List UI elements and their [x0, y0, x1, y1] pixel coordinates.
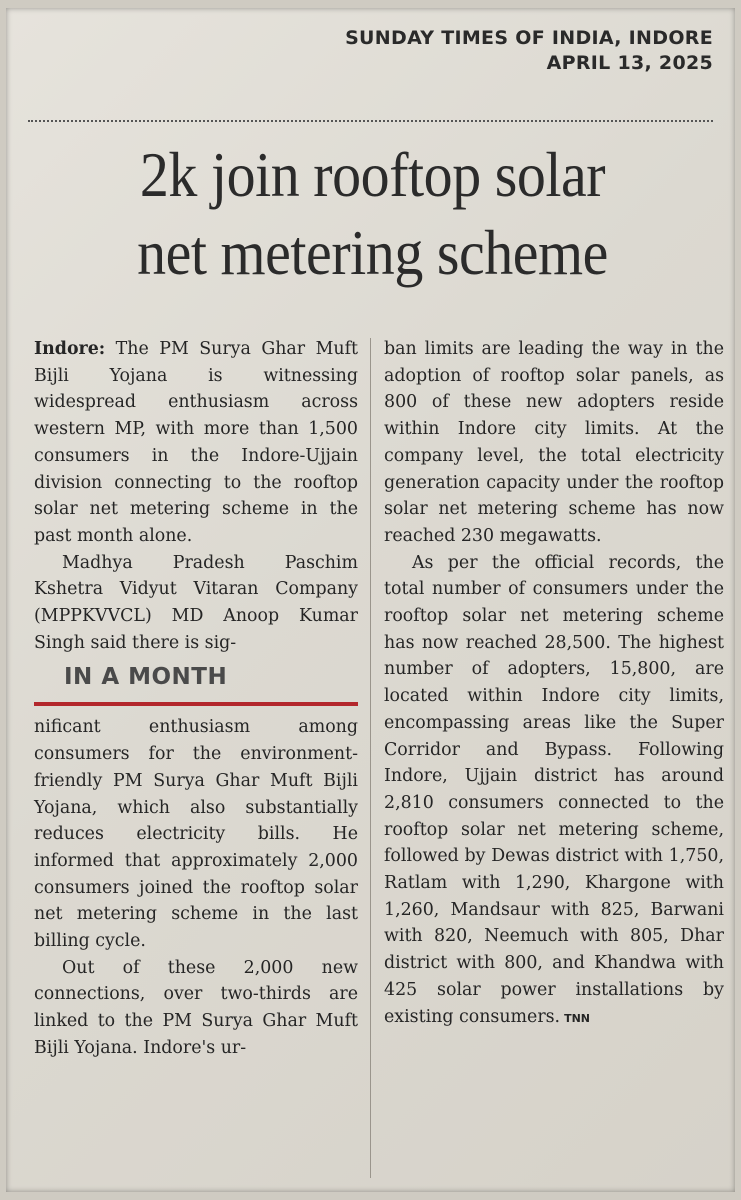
paragraph-6 — [384, 550, 724, 1033]
article-column-left — [34, 336, 358, 1062]
subhead-label: IN A MONTH — [64, 664, 228, 691]
headline-line-2: net metering scheme — [137, 218, 608, 288]
edition-date: APRIL 13, 2025 — [546, 52, 713, 74]
paragraph-4: Out of these 2,000 new connections, over two-thirds are linked to the PM Surya Ghar Muft Bijli Yojana. Indore's ur- — [34, 957, 358, 1058]
article-column-right — [384, 336, 724, 1032]
paragraph-1-text: The PM Surya Ghar Muft Bijli Yojana is witnessing widespread enthusiasm across western MP, with more than 1,500 consumers in the Indore-Ujjain division connecting to the rooftop solar net metering scheme in the past month alone. — [34, 339, 358, 546]
paragraph-5: ban limits are leading the way in the adoption of rooftop solar panels, as 800 of these new adopters reside within Indore city limits. At the company level, the total electricity generation capacity under the rooftop solar net metering scheme has now reached 230 megawatts. — [384, 339, 724, 546]
dotted-divider — [28, 120, 713, 122]
dateline: Indore: — [34, 339, 106, 359]
agency-credit: TNN — [564, 1011, 591, 1025]
subhead-red-rule — [34, 702, 358, 706]
paragraph-1 — [34, 336, 358, 550]
headline-line-1: 2k join rooftop solar — [139, 140, 606, 210]
headline — [57, 136, 687, 292]
masthead — [345, 26, 713, 76]
paper-name: SUNDAY TIMES OF INDIA, INDORE — [345, 27, 713, 49]
paragraph-3: nificant enthusiasm among consumers for the environment-friendly PM Surya Ghar Muft Bijli Yojana, which also substantially reduces electricity bills. He informed that approximately 2,000 consumers joined the rooftop solar net metering scheme in the last billing cycle. — [34, 717, 358, 952]
column-divider — [370, 338, 371, 1178]
section-subhead — [34, 664, 358, 708]
paragraph-2: Madhya Pradesh Paschim Kshetra Vidyut Vitaran Company (MPPKVVCL) MD Anoop Kumar Singh said there is sig- — [34, 552, 358, 653]
newspaper-clipping — [6, 8, 735, 1192]
paragraph-6-text: As per the official records, the total number of consumers under the rooftop solar net metering scheme has now reached 28,500. The highest number of adopters, 15,800, are located within Indore city limits, encompassing areas like the Super Corridor and Bypass. Following Indore, Ujjain district has around 2,810 consumers connected to the rooftop solar net metering scheme, followed by Dewas district with 1,750, Ratlam with 1,290, Khargone with 1,260, Mandsaur with 825, Barwani with 820, Neemuch with 805, Dhar district with 800, and Khandwa with 425 solar power installations by existing consumers. — [384, 552, 724, 1027]
